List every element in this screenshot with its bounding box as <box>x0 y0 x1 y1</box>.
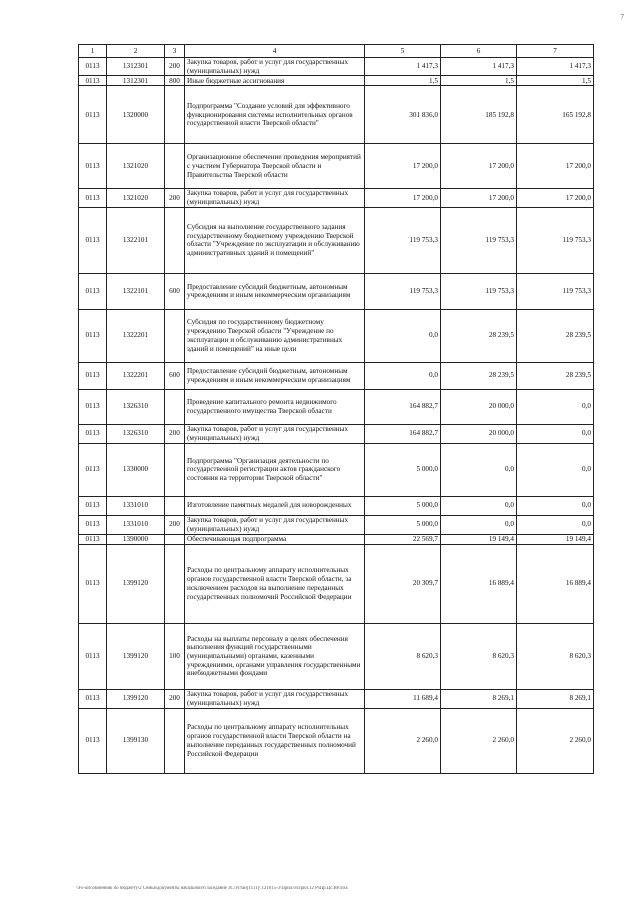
header-cell: 6 <box>441 45 517 58</box>
amount-cell: 0,0 <box>441 515 517 534</box>
description-cell: Расходы по центральному аппарату исполнительных органов государственной власти Тверской области на выполнение переданных государственных полномочий Российской Федерации <box>185 708 365 773</box>
table-row <box>79 309 594 362</box>
table-row <box>79 207 594 273</box>
target-article-cell: 1326310 <box>107 424 165 443</box>
description-cell: Подпрограмма "Создание условий для эффективного функционирования системы исполнительных органов государственной власти Тверской области" <box>185 86 365 144</box>
section-code-cell: 0113 <box>79 273 107 309</box>
section-code-cell: 0113 <box>79 309 107 362</box>
amount-cell: 22 569,7 <box>365 534 441 544</box>
description-cell: Организационное обеспечение проведения мероприятий с участием Губернатора Тверской области и Правительства Тверской области <box>185 144 365 189</box>
target-article-cell: 1331010 <box>107 496 165 515</box>
table-row <box>79 708 594 773</box>
table-row <box>79 144 594 189</box>
amount-cell: 1 417,3 <box>365 58 441 76</box>
section-code-cell: 0113 <box>79 424 107 443</box>
amount-cell: 20 309,7 <box>365 544 441 623</box>
expense-type-cell: 200 <box>165 424 185 443</box>
target-article-cell: 1312301 <box>107 58 165 76</box>
table-row <box>79 623 594 689</box>
amount-cell: 1 417,3 <box>517 58 594 76</box>
page-number: 7 <box>620 13 624 21</box>
description-cell: Обеспечивающая подпрограмма <box>185 534 365 544</box>
amount-cell: 11 689,4 <box>365 689 441 708</box>
amount-cell: 19 149,4 <box>517 534 594 544</box>
expense-type-cell <box>165 534 185 544</box>
table-row <box>79 534 594 544</box>
expense-type-cell: 600 <box>165 273 185 309</box>
description-cell: Закупка товаров, работ и услуг для государственных (муниципальных) нужд <box>185 189 365 207</box>
table-row <box>79 515 594 534</box>
target-article-cell: 1330000 <box>107 443 165 496</box>
amount-cell: 28 239,5 <box>517 309 594 362</box>
target-article-cell: 1390000 <box>107 534 165 544</box>
expense-type-cell: 800 <box>165 76 185 86</box>
target-article-cell: 1320000 <box>107 86 165 144</box>
amount-cell: 185 192,8 <box>441 86 517 144</box>
section-code-cell: 0113 <box>79 144 107 189</box>
table-row <box>79 424 594 443</box>
amount-cell: 0,0 <box>517 424 594 443</box>
header-cell: 7 <box>517 45 594 58</box>
table-row <box>79 443 594 496</box>
table-header-row <box>79 45 594 58</box>
section-code-cell: 0113 <box>79 58 107 76</box>
section-code-cell: 0113 <box>79 189 107 207</box>
target-article-cell: 1322201 <box>107 309 165 362</box>
description-cell: Субсидия по государственному бюджетному учреждению Тверской области "Учреждение по эксплуатации и обслуживанию административных зданий и помещений" на иные цели <box>185 309 365 362</box>
table-row <box>79 389 594 424</box>
expense-type-cell: 200 <box>165 689 185 708</box>
target-article-cell: 1321020 <box>107 189 165 207</box>
amount-cell: 119 753,3 <box>517 207 594 273</box>
table-row <box>79 689 594 708</box>
amount-cell: 17 200,0 <box>517 189 594 207</box>
amount-cell: 2 260,0 <box>365 708 441 773</box>
section-code-cell: 0113 <box>79 689 107 708</box>
amount-cell: 0,0 <box>365 362 441 389</box>
expense-type-cell: 200 <box>165 515 185 534</box>
description-cell: Закупка товаров, работ и услуг для государственных (муниципальных) нужд <box>185 424 365 443</box>
section-code-cell: 0113 <box>79 515 107 534</box>
amount-cell: 28 239,5 <box>517 362 594 389</box>
header-cell: 3 <box>165 45 185 58</box>
amount-cell: 1,5 <box>365 76 441 86</box>
amount-cell: 17 200,0 <box>365 189 441 207</box>
table-row <box>79 362 594 389</box>
amount-cell: 165 192,8 <box>517 86 594 144</box>
expense-type-cell <box>165 207 185 273</box>
table-row <box>79 76 594 86</box>
amount-cell: 8 269,1 <box>517 689 594 708</box>
description-cell: Закупка товаров, работ и услуг для государственных (муниципальных) нужд <box>185 58 365 76</box>
description-cell: Подпрограмма "Организация деятельности по государственной регистрации актов гражданского состояния на территории Тверской области" <box>185 443 365 496</box>
table-row <box>79 273 594 309</box>
amount-cell: 1 417,3 <box>441 58 517 76</box>
section-code-cell: 0113 <box>79 362 107 389</box>
amount-cell: 16 889,4 <box>517 544 594 623</box>
amount-cell: 0,0 <box>517 515 594 534</box>
table-row <box>79 496 594 515</box>
expense-type-cell <box>165 309 185 362</box>
amount-cell: 20 000,0 <box>441 424 517 443</box>
amount-cell: 119 753,3 <box>441 273 517 309</box>
amount-cell: 119 753,3 <box>365 207 441 273</box>
header-cell: 4 <box>185 45 365 58</box>
expense-type-cell <box>165 144 185 189</box>
amount-cell: 5 000,0 <box>365 443 441 496</box>
description-cell: Предоставление субсидий бюджетным, автономным учреждениям и иным некоммерческим организациям <box>185 273 365 309</box>
amount-cell: 0,0 <box>441 496 517 515</box>
amount-cell: 119 753,3 <box>441 207 517 273</box>
amount-cell: 17 200,0 <box>441 144 517 189</box>
header-cell: 1 <box>79 45 107 58</box>
expense-type-cell <box>165 544 185 623</box>
description-cell: Изготовление памятных медалей для новорожденных <box>185 496 365 515</box>
section-code-cell: 0113 <box>79 76 107 86</box>
expense-type-cell <box>165 496 185 515</box>
budget-table <box>78 44 594 774</box>
description-cell: Закупка товаров, работ и услуг для государственных (муниципальных) нужд <box>185 689 365 708</box>
table-row <box>79 58 594 76</box>
amount-cell: 5 000,0 <box>365 496 441 515</box>
target-article-cell: 1326310 <box>107 389 165 424</box>
amount-cell: 301 836,0 <box>365 86 441 144</box>
target-article-cell: 1331010 <box>107 515 165 534</box>
target-article-cell: 1399120 <box>107 689 165 708</box>
amount-cell: 8 269,1 <box>441 689 517 708</box>
section-code-cell: 0113 <box>79 708 107 773</box>
header-cell: 2 <box>107 45 165 58</box>
table-row <box>79 189 594 207</box>
expense-type-cell: 600 <box>165 362 185 389</box>
expense-type-cell <box>165 443 185 496</box>
amount-cell: 17 200,0 <box>365 144 441 189</box>
section-code-cell: 0113 <box>79 623 107 689</box>
amount-cell: 0,0 <box>365 309 441 362</box>
file-path-footer: \\Fs-ufo\обменник по бюджету\2 Семья\документы начальной\6 заседание ЗС\Устан[1111]\ 121015-3\Прил.6\Прил.12 РзПр.Цс.ВР.xlsx <box>76 886 349 891</box>
target-article-cell: 1321020 <box>107 144 165 189</box>
section-code-cell: 0113 <box>79 534 107 544</box>
amount-cell: 0,0 <box>517 443 594 496</box>
description-cell: Иные бюджетные ассигнования <box>185 76 365 86</box>
table-row <box>79 544 594 623</box>
target-article-cell: 1322101 <box>107 273 165 309</box>
header-cell: 5 <box>365 45 441 58</box>
target-article-cell: 1312301 <box>107 76 165 86</box>
section-code-cell: 0113 <box>79 207 107 273</box>
amount-cell: 16 889,4 <box>441 544 517 623</box>
amount-cell: 8 620,3 <box>441 623 517 689</box>
amount-cell: 8 620,3 <box>365 623 441 689</box>
amount-cell: 20 000,0 <box>441 389 517 424</box>
expense-type-cell <box>165 389 185 424</box>
amount-cell: 28 239,5 <box>441 362 517 389</box>
section-code-cell: 0113 <box>79 443 107 496</box>
description-cell: Закупка товаров, работ и услуг для государственных (муниципальных) нужд <box>185 515 365 534</box>
amount-cell: 0,0 <box>517 496 594 515</box>
target-article-cell: 1322101 <box>107 207 165 273</box>
expense-type-cell <box>165 86 185 144</box>
expense-type-cell: 200 <box>165 58 185 76</box>
amount-cell: 28 239,5 <box>441 309 517 362</box>
table-row <box>79 86 594 144</box>
amount-cell: 164 882,7 <box>365 424 441 443</box>
target-article-cell: 1399120 <box>107 623 165 689</box>
amount-cell: 5 000,0 <box>365 515 441 534</box>
target-article-cell: 1322201 <box>107 362 165 389</box>
amount-cell: 164 882,7 <box>365 389 441 424</box>
description-cell: Расходы на выплаты персоналу в целях обеспечения выполнения функций государственными (муниципальными) органами, казенными учреждениями, органами управления государственными внебюджетными фондами <box>185 623 365 689</box>
section-code-cell: 0113 <box>79 496 107 515</box>
amount-cell: 1,5 <box>517 76 594 86</box>
amount-cell: 2 260,0 <box>441 708 517 773</box>
amount-cell: 1,5 <box>441 76 517 86</box>
amount-cell: 17 200,0 <box>441 189 517 207</box>
amount-cell: 119 753,3 <box>365 273 441 309</box>
description-cell: Субсидия на выполнение государственного задания государственному бюджетному учреждению Тверской области "Учреждение по эксплуатации и обслуживанию административных зданий и помещений" <box>185 207 365 273</box>
section-code-cell: 0113 <box>79 544 107 623</box>
section-code-cell: 0113 <box>79 389 107 424</box>
section-code-cell: 0113 <box>79 86 107 144</box>
target-article-cell: 1399130 <box>107 708 165 773</box>
amount-cell: 19 149,4 <box>441 534 517 544</box>
description-cell: Предоставление субсидий бюджетным, автономным учреждениям и иным некоммерческим организациям <box>185 362 365 389</box>
amount-cell: 0,0 <box>441 443 517 496</box>
target-article-cell: 1399120 <box>107 544 165 623</box>
amount-cell: 0,0 <box>517 389 594 424</box>
amount-cell: 8 620,3 <box>517 623 594 689</box>
expense-type-cell: 200 <box>165 189 185 207</box>
expense-type-cell <box>165 708 185 773</box>
description-cell: Расходы по центральному аппарату исполнительных органов государственной власти Тверской области, за исключением расходов на выполнение переданных государственных полномочий Российской Федерации <box>185 544 365 623</box>
amount-cell: 119 753,3 <box>517 273 594 309</box>
amount-cell: 2 260,0 <box>517 708 594 773</box>
amount-cell: 17 200,0 <box>517 144 594 189</box>
expense-type-cell: 100 <box>165 623 185 689</box>
description-cell: Проведение капитального ремонта недвижимого государственного имущества Тверской области <box>185 389 365 424</box>
